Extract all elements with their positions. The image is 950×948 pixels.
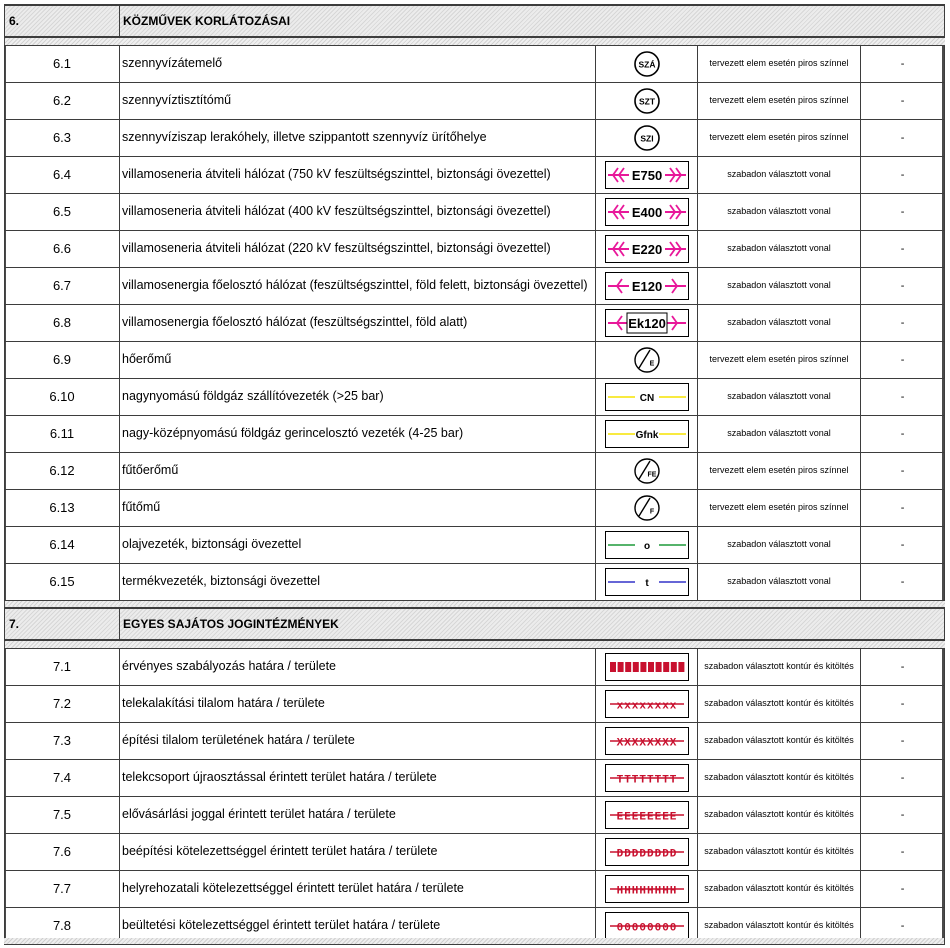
row-description: villamosenergia főelosztó hálózat (feszültségszinttel, föld alatt) [120, 304, 596, 341]
line-symbol-icon [605, 568, 689, 596]
row-description: beépítési kötelezettséggel érintett terület határa / területe [120, 833, 596, 870]
row-description: érvényes szabályozás határa / területe [120, 648, 596, 685]
row-extra: - [861, 156, 945, 193]
row-number: 6.5 [5, 193, 120, 230]
row-note: tervezett elem esetén piros színnel [698, 341, 861, 378]
svg-text:E750: E750 [631, 167, 662, 183]
bottom-hatch [4, 938, 944, 944]
row-note: szabadon választott kontúr és kitöltés [698, 833, 861, 870]
section-spacer [5, 640, 945, 648]
row-extra: - [861, 759, 945, 796]
row-note: tervezett elem esetén piros színnel [698, 82, 861, 119]
section-title: KÖZMŰVEK KORLÁTOZÁSAI [120, 5, 945, 37]
row-description: szennyvíziszap lerakóhely, illetve szippantott szennyvíz ürítőhelye [120, 119, 596, 156]
table-row [5, 415, 945, 452]
table-row [5, 563, 945, 600]
row-note: szabadon választott kontúr és kitöltés [698, 907, 861, 944]
row-number: 6.11 [5, 415, 120, 452]
row-number: 6.12 [5, 452, 120, 489]
svg-text:E: E [649, 360, 654, 367]
row-note: tervezett elem esetén piros színnel [698, 45, 861, 82]
row-number: 6.15 [5, 563, 120, 600]
svg-text:EEEEEEEE: EEEEEEEE [616, 811, 677, 823]
row-description: villamoseneria átviteli hálózat (750 kV feszültségszinttel, biztonsági övezettel) [120, 156, 596, 193]
svg-text:Ek120: Ek120 [627, 315, 666, 331]
row-note: szabadon választott vonal [698, 415, 861, 452]
table-row [5, 452, 945, 489]
row-description: villamosenergia főelosztó hálózat (feszültségszinttel, föld felett, biztonsági övezettel) [120, 267, 596, 304]
row-extra: - [861, 452, 945, 489]
row-note: szabadon választott vonal [698, 563, 861, 600]
row-number: 7.2 [5, 685, 120, 722]
row-description: fűtőerőmű [120, 452, 596, 489]
row-extra: - [861, 489, 945, 526]
row-description: hőerőmű [120, 341, 596, 378]
section-spacer [5, 600, 945, 608]
row-symbol [596, 267, 698, 304]
row-extra: - [861, 648, 945, 685]
line-symbol-icon [605, 161, 689, 189]
row-symbol [596, 156, 698, 193]
row-symbol [596, 759, 698, 796]
row-extra: - [861, 82, 945, 119]
row-note: tervezett elem esetén piros színnel [698, 119, 861, 156]
section-header [5, 608, 945, 640]
row-number: 7.8 [5, 907, 120, 944]
row-symbol [596, 378, 698, 415]
svg-text:E220: E220 [631, 241, 662, 257]
row-extra: - [861, 907, 945, 944]
row-note: szabadon választott vonal [698, 230, 861, 267]
row-number: 6.3 [5, 119, 120, 156]
row-extra: - [861, 526, 945, 563]
svg-text:SZÁ: SZÁ [638, 59, 655, 69]
svg-text:o: o [643, 540, 650, 552]
svg-text:DDDDDDDD: DDDDDDDD [616, 848, 677, 860]
table-row [5, 378, 945, 415]
svg-text:E120: E120 [631, 278, 662, 294]
table-row [5, 82, 945, 119]
table-row [5, 489, 945, 526]
row-extra: - [861, 833, 945, 870]
row-description: szennyvízátemelő [120, 45, 596, 82]
table-row [5, 193, 945, 230]
row-description: nagy-középnyomású földgáz gerincelosztó vezeték (4-25 bar) [120, 415, 596, 452]
line-symbol-icon [605, 198, 689, 226]
line-symbol-icon [605, 801, 689, 829]
row-number: 6.4 [5, 156, 120, 193]
row-extra: - [861, 796, 945, 833]
row-extra: - [861, 685, 945, 722]
row-note: szabadon választott kontúr és kitöltés [698, 870, 861, 907]
row-description: nagynyomású földgáz szállítóvezeték (>25 bar) [120, 378, 596, 415]
row-extra: - [861, 870, 945, 907]
line-symbol-icon [605, 875, 689, 903]
line-symbol-icon [605, 383, 689, 411]
row-symbol [596, 648, 698, 685]
row-number: 7.5 [5, 796, 120, 833]
row-number: 6.2 [5, 82, 120, 119]
row-number: 7.7 [5, 870, 120, 907]
section-number: 6. [5, 5, 120, 37]
row-description: helyrehozatali kötelezettséggel érintett terület határa / területe [120, 870, 596, 907]
section-number: 7. [5, 608, 120, 640]
table-row [5, 648, 945, 685]
row-number: 6.9 [5, 341, 120, 378]
row-symbol [596, 415, 698, 452]
row-number: 6.7 [5, 267, 120, 304]
row-description: szennyvíztisztítómű [120, 82, 596, 119]
row-number: 6.6 [5, 230, 120, 267]
row-note: szabadon választott kontúr és kitöltés [698, 648, 861, 685]
row-symbol [596, 45, 698, 82]
row-description: építési tilalom területének határa / területe [120, 722, 596, 759]
legend-table [4, 4, 945, 945]
line-symbol-icon [605, 309, 689, 337]
svg-text:E400: E400 [631, 204, 662, 220]
row-number: 6.14 [5, 526, 120, 563]
row-extra: - [861, 267, 945, 304]
line-symbol-icon [605, 690, 689, 718]
table-row [5, 119, 945, 156]
row-symbol [596, 870, 698, 907]
row-symbol [596, 193, 698, 230]
row-description: villamoseneria átviteli hálózat (400 kV feszültségszinttel, biztonsági övezettel) [120, 193, 596, 230]
row-note: szabadon választott vonal [698, 526, 861, 563]
line-symbol-icon [605, 838, 689, 866]
svg-text:CN: CN [639, 392, 654, 404]
row-extra: - [861, 722, 945, 759]
row-note: szabadon választott vonal [698, 304, 861, 341]
table-row [5, 156, 945, 193]
row-number: 7.4 [5, 759, 120, 796]
row-symbol [596, 833, 698, 870]
line-symbol-icon [605, 727, 689, 755]
section-spacer [5, 37, 945, 45]
row-symbol [596, 796, 698, 833]
row-number: 7.1 [5, 648, 120, 685]
row-number: 6.8 [5, 304, 120, 341]
row-description: termékvezeték, biztonsági övezettel [120, 563, 596, 600]
plant-symbol-icon [631, 494, 663, 522]
row-symbol [596, 82, 698, 119]
table-row [5, 526, 945, 563]
row-description: villamoseneria átviteli hálózat (220 kV feszültségszinttel, biztonsági övezettel) [120, 230, 596, 267]
row-note: szabadon választott vonal [698, 378, 861, 415]
table-row [5, 45, 945, 82]
row-number: 7.3 [5, 722, 120, 759]
row-description: olajvezeték, biztonsági övezettel [120, 526, 596, 563]
table-row [5, 759, 945, 796]
circle-symbol-icon [631, 88, 663, 114]
svg-text:F: F [649, 508, 654, 515]
row-number: 6.13 [5, 489, 120, 526]
svg-text:XXXXXXXX: XXXXXXXX [616, 737, 677, 749]
row-number: 6.1 [5, 45, 120, 82]
table-row [5, 833, 945, 870]
row-extra: - [861, 563, 945, 600]
row-extra: - [861, 193, 945, 230]
row-symbol [596, 304, 698, 341]
row-description: elővásárlási joggal érintett terület határa / területe [120, 796, 596, 833]
table-row [5, 304, 945, 341]
line-symbol-icon [605, 912, 689, 940]
table-row [5, 230, 945, 267]
row-symbol [596, 563, 698, 600]
row-note: szabadon választott kontúr és kitöltés [698, 685, 861, 722]
svg-text:FE: FE [647, 471, 656, 478]
row-note: szabadon választott kontúr és kitöltés [698, 796, 861, 833]
row-note: szabadon választott kontúr és kitöltés [698, 722, 861, 759]
table-row [5, 870, 945, 907]
line-symbol-icon [605, 653, 689, 681]
row-number: 7.6 [5, 833, 120, 870]
row-symbol [596, 230, 698, 267]
row-extra: - [861, 230, 945, 267]
row-note: szabadon választott vonal [698, 156, 861, 193]
table-row [5, 685, 945, 722]
row-extra: - [861, 378, 945, 415]
section-title: EGYES SAJÁTOS JOGINTÉZMÉNYEK [120, 608, 945, 640]
row-number: 6.10 [5, 378, 120, 415]
section-header [5, 5, 945, 37]
line-symbol-icon [605, 531, 689, 559]
row-description: telekalakítási tilalom határa / területe [120, 685, 596, 722]
row-description: fűtőmű [120, 489, 596, 526]
row-note: szabadon választott vonal [698, 193, 861, 230]
row-symbol [596, 526, 698, 563]
row-symbol [596, 119, 698, 156]
circle-symbol-icon [631, 51, 663, 77]
row-symbol [596, 452, 698, 489]
svg-text:xxxxxxxx: xxxxxxxx [616, 700, 677, 712]
row-description: telekcsoport újraosztással érintett terület határa / területe [120, 759, 596, 796]
line-symbol-icon [605, 235, 689, 263]
svg-text:HHHHHHHH: HHHHHHHH [616, 885, 677, 897]
line-symbol-icon [605, 272, 689, 300]
svg-text:t: t [644, 577, 649, 589]
table-row [5, 722, 945, 759]
row-extra: - [861, 119, 945, 156]
row-symbol [596, 489, 698, 526]
row-symbol [596, 722, 698, 759]
svg-text:Gfnk: Gfnk [635, 429, 658, 441]
line-symbol-icon [605, 420, 689, 448]
svg-text:00000000: 00000000 [616, 922, 677, 934]
row-symbol [596, 685, 698, 722]
svg-text:SZI: SZI [639, 133, 654, 143]
row-note: szabadon választott vonal [698, 267, 861, 304]
row-extra: - [861, 415, 945, 452]
circle-symbol-icon [631, 125, 663, 151]
row-extra: - [861, 341, 945, 378]
table-row [5, 796, 945, 833]
svg-text:SZT: SZT [638, 96, 655, 106]
row-symbol [596, 341, 698, 378]
plant-symbol-icon [631, 346, 663, 374]
table-row [5, 267, 945, 304]
table-row [5, 341, 945, 378]
row-extra: - [861, 45, 945, 82]
plant-symbol-icon [631, 457, 663, 485]
line-symbol-icon [605, 764, 689, 792]
row-note: tervezett elem esetén piros színnel [698, 452, 861, 489]
row-extra: - [861, 304, 945, 341]
row-description: beültetési kötelezettséggel érintett terület határa / területe [120, 907, 596, 944]
svg-text:TTTTTTTT: TTTTTTTT [616, 774, 677, 786]
row-note: szabadon választott kontúr és kitöltés [698, 759, 861, 796]
row-note: tervezett elem esetén piros színnel [698, 489, 861, 526]
